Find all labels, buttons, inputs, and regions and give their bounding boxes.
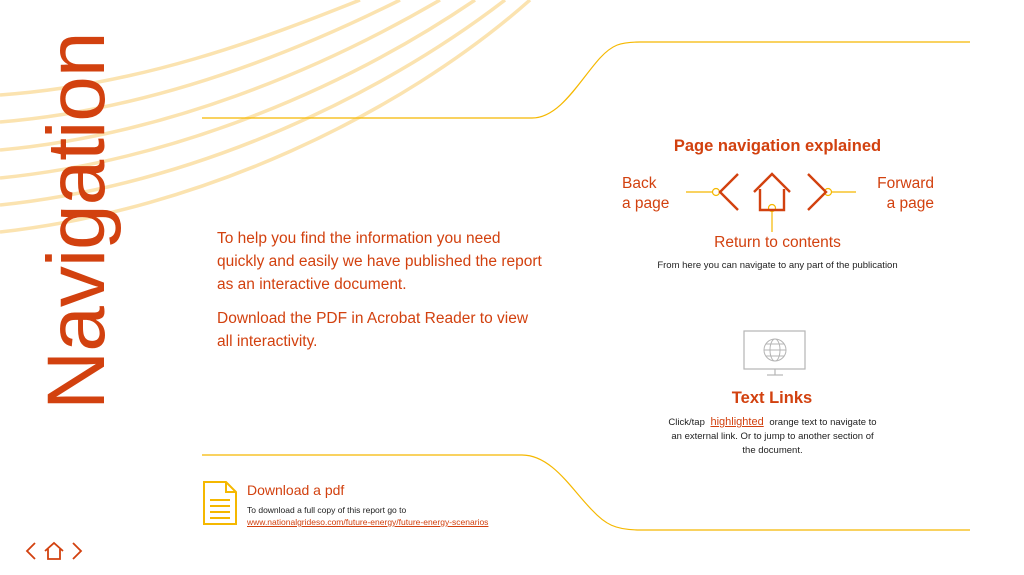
back-label-line2: a page	[622, 195, 670, 212]
text-links-body-end: orange text to navigate to an external link. Or to jump to another section of the document.	[671, 417, 877, 456]
back-chevron-icon[interactable]	[720, 174, 738, 210]
footer-forward-chevron-icon[interactable]	[73, 543, 81, 559]
page-navigation-heading: Page navigation explained	[673, 137, 882, 155]
text-links-body-start: Click/tap	[668, 417, 705, 428]
intro-paragraph: To help you find the information you need quickly and easily we have published the report as an interactive document.	[217, 230, 542, 293]
highlighted-example-link[interactable]: highlighted	[710, 416, 764, 428]
text-links-heading: Text Links	[731, 389, 813, 407]
back-label	[622, 174, 669, 214]
footer-home-icon[interactable]	[45, 543, 63, 559]
download-pdf-heading: Download a pdf	[247, 482, 345, 498]
monitor-globe-icon	[743, 330, 807, 378]
back-label-line1: Back	[622, 175, 657, 192]
footer-back-chevron-icon[interactable]	[27, 543, 35, 559]
download-instruction-paragraph: Download the PDF in Acrobat Reader to view all interactivity.	[217, 310, 529, 350]
navigation-note: From here you can navigate to any part of the publication	[657, 260, 898, 271]
footer-navigation	[24, 540, 86, 562]
text-links-description	[665, 415, 880, 458]
download-url-link[interactable]: www.nationalgrideso.com/future-energy/future-energy-scenarios	[247, 517, 489, 527]
return-to-contents-label: Return to contents	[714, 234, 841, 251]
download-description: To download a full copy of this report go to	[247, 505, 407, 515]
document-icon	[202, 480, 238, 526]
page-title: Navigation	[31, 32, 122, 410]
forward-label-line1: Forward	[877, 175, 934, 192]
forward-chevron-icon[interactable]	[808, 174, 826, 210]
forward-label-line2: a page	[886, 195, 934, 212]
navigation-diagram	[686, 162, 866, 234]
